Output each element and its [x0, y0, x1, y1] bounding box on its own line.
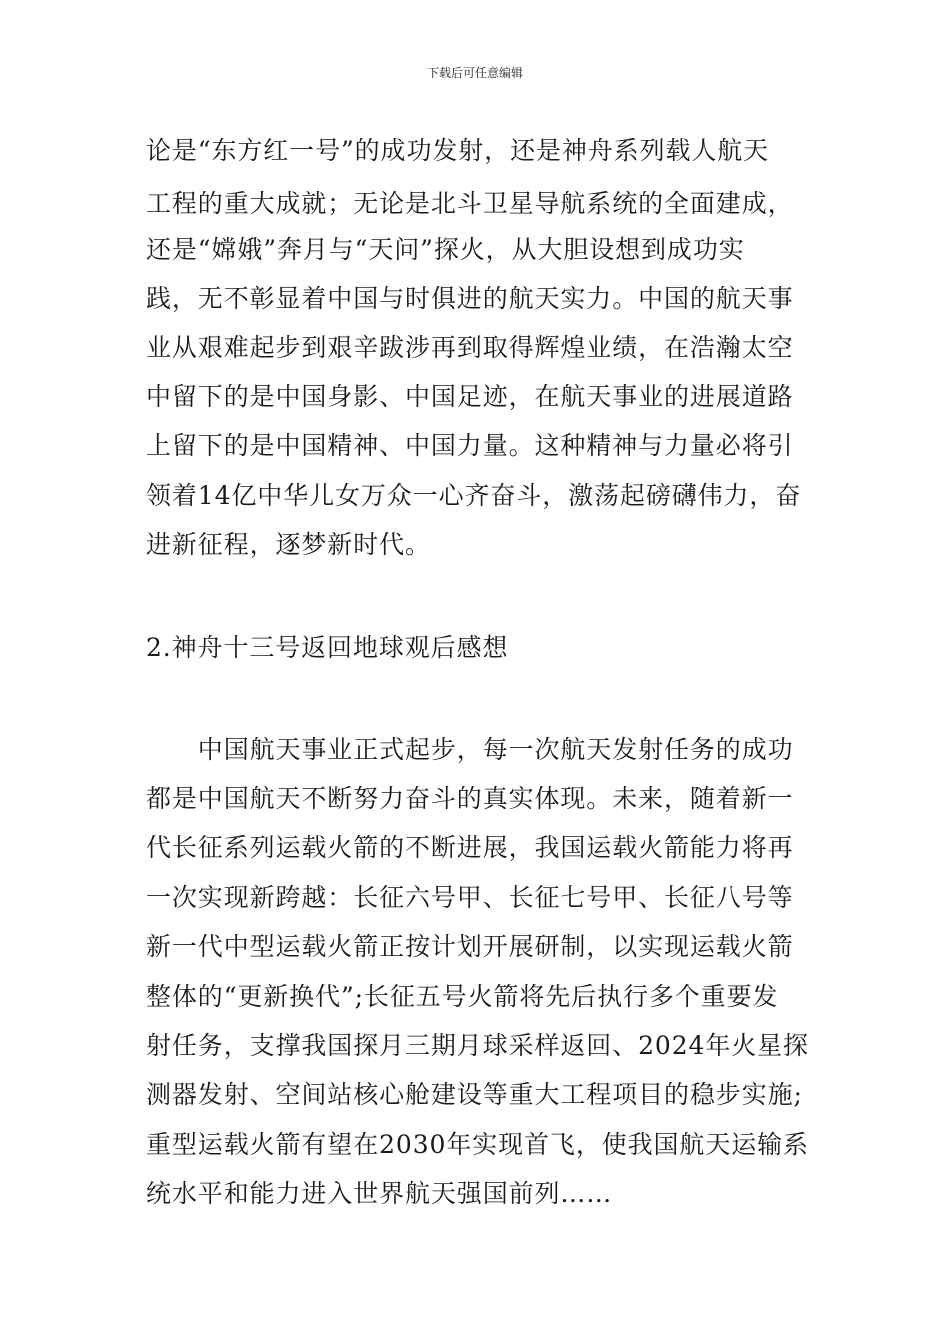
text-line: 践，无不彰显着中国与时俱进的航天实力。中国的航天事: [146, 284, 794, 313]
text-line: 上留下的是中国精神、中国力量。这种精神与力量必将引: [146, 431, 794, 460]
text-line: 代长征系列运载火箭的不断进展，我国运载火箭能力将再: [146, 833, 794, 862]
text-line: 中留下的是中国身影、中国足迹，在航天事业的进展道路: [146, 382, 794, 411]
text-line: 统水平和能力进入世界航天强国前列……: [146, 1179, 613, 1208]
text-line: 论是“东方红一号”的成功发射，还是神舟系列载人航天: [146, 136, 770, 165]
text-line: 整体的“更新换代”;长征五号火箭将先后执行多个重要发: [146, 982, 779, 1011]
text-line: 射任务，支撑我国探月三期月球采样返回、2024年火星探: [146, 1031, 809, 1060]
text-line: 领着14亿中华儿女万众一心齐奋斗，激荡起磅礴伟力，奋: [146, 481, 802, 510]
text-line: 一次实现新跨越：长征六号甲、长征七号甲、长征八号等: [146, 883, 794, 912]
text-line: 还是“嫦娥”奔月与“天问”探火，从大胆设想到成功实: [146, 235, 745, 264]
section-title: 2.神舟十三号返回地球观后感想: [146, 633, 509, 662]
text-line: 测器发射、空间站核心舱建设等重大工程项目的稳步实施;: [146, 1080, 803, 1109]
text-line: 业从艰难起步到艰辛跋涉再到取得辉煌业绩，在浩瀚太空: [146, 333, 794, 362]
text-line: 新一代中型运载火箭正按计划开展研制，以实现运载火箭: [146, 932, 794, 961]
text-line: 工程的重大成就；无论是北斗卫星导航系统的全面建成，: [146, 189, 794, 218]
text-line: 进新征程，逐梦新时代。: [146, 530, 431, 559]
text-line: 中国航天事业正式起步，每一次航天发射任务的成功: [146, 735, 794, 764]
page-header: 下载后可任意编辑: [426, 66, 523, 80]
text-line: 都是中国航天不断努力奋斗的真实体现。未来，随着新一: [146, 784, 794, 813]
text-line: 重型运载火箭有望在2030年实现首飞，使我国航天运输系: [146, 1130, 809, 1159]
